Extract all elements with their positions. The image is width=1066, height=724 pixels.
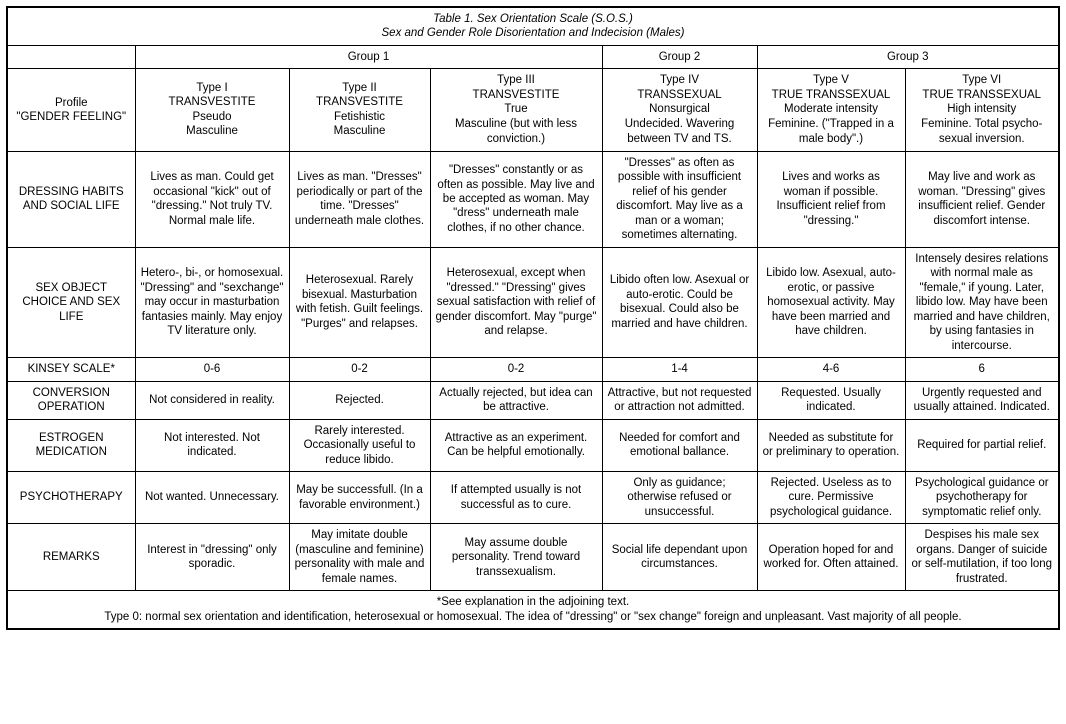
cell-estrogen-2: Rarely interested. Occasionally useful to reduce libido.	[289, 419, 430, 471]
type-detail-2: Masculine	[333, 125, 386, 138]
type-detail-6: Feminine. Total psycho-sexual inversion.	[921, 117, 1043, 145]
cell-psychotherapy-5: Rejected. Useless as to cure. Permissive psychological guidance.	[757, 471, 905, 523]
group-header-spacer	[7, 45, 135, 68]
type-detail-1: Masculine	[186, 125, 238, 138]
cell-conversion-6: Urgently requested and usually attained. Indicated.	[905, 381, 1059, 419]
row-label-remarks: REMARKS	[7, 524, 135, 591]
cell-remarks-3: May assume double personality. Trend toward transsexualism.	[430, 524, 602, 591]
cell-conversion-1: Not considered in reality.	[135, 381, 289, 419]
profile-row-label	[7, 69, 135, 151]
cell-remarks-5: Operation hoped for and worked for. Often attained.	[757, 524, 905, 591]
type-name-5: Type V	[813, 74, 849, 87]
type-qualifier-1: Pseudo	[192, 110, 232, 123]
sos-table	[6, 6, 1060, 630]
group-header-2: Group 2	[602, 45, 757, 68]
row-label-conversion-operation: CONVERSION OPERATION	[7, 381, 135, 419]
cell-dressing-5: Lives and works as woman if possible. Insufficient relief from "dressing."	[757, 151, 905, 247]
type-category-2: TRANSVESTITE	[316, 96, 403, 109]
type-name-1: Type I	[196, 81, 228, 94]
table-row	[7, 381, 1059, 419]
type-column-1	[135, 69, 289, 151]
cell-conversion-5: Requested. Usually indicated.	[757, 381, 905, 419]
cell-dressing-1: Lives as man. Could get occasional "kick" out of "dressing." Not truly TV. Normal male life.	[135, 151, 289, 247]
type-name-6: Type VI	[962, 74, 1002, 87]
profile-label-line1: Profile	[54, 96, 88, 109]
type-column-6	[905, 69, 1059, 151]
cell-sexlife-3: Heterosexual, except when "dressed." "Dressing" gives sexual satisfaction with relief of gender discomfort. May "purge" and relapse.	[430, 247, 602, 357]
cell-psychotherapy-4: Only as guidance; otherwise refused or unsuccessful.	[602, 471, 757, 523]
type-name-4: Type IV	[660, 74, 699, 87]
type-qualifier-4: Nonsurgical	[649, 103, 710, 116]
cell-kinsey-4: 1-4	[602, 358, 757, 381]
type-detail-4: Undecided. Wavering between TV and TS.	[624, 117, 735, 145]
cell-dressing-3: "Dresses" constantly or as often as possible. May live and be accepted as woman. May "dress" underneath male clothes, if no other chance.	[430, 151, 602, 247]
footnote-row	[7, 591, 1059, 629]
cell-kinsey-1: 0-6	[135, 358, 289, 381]
type-detail-5: Feminine. ("Trapped in a male body".)	[768, 117, 894, 145]
row-label-psychotherapy: PSYCHOTHERAPY	[7, 471, 135, 523]
cell-sexlife-6: Intensely desires relations with normal male as "female," if young. Later, libido low. May have been married and have children, by using fantasies in intercourse.	[905, 247, 1059, 357]
cell-remarks-1: Interest in "dressing" only sporadic.	[135, 524, 289, 591]
cell-sexlife-5: Libido low. Asexual, auto-erotic, or passive homosexual activity. May have been married and have children.	[757, 247, 905, 357]
type-name-2: Type II	[342, 81, 377, 94]
profile-row	[7, 69, 1059, 151]
type-category-4: TRANSSEXUAL	[637, 88, 722, 101]
cell-dressing-2: Lives as man. "Dresses" periodically or part of the time. "Dresses" underneath male clothes.	[289, 151, 430, 247]
cell-conversion-2: Rejected.	[289, 381, 430, 419]
table-row	[7, 247, 1059, 357]
cell-estrogen-3: Attractive as an experiment. Can be helpful emotionally.	[430, 419, 602, 471]
cell-conversion-3: Actually rejected, but idea can be attractive.	[430, 381, 602, 419]
group-header-row	[7, 45, 1059, 68]
cell-estrogen-1: Not interested. Not indicated.	[135, 419, 289, 471]
cell-remarks-6: Despises his male sex organs. Danger of suicide or self-mutilation, if too long frustrated.	[905, 524, 1059, 591]
type-column-4	[602, 69, 757, 151]
type-category-1: TRANSVESTITE	[168, 96, 256, 109]
table-title-row	[7, 7, 1059, 45]
type-qualifier-2: Fetishistic	[333, 110, 386, 123]
table-row	[7, 151, 1059, 247]
cell-sexlife-2: Heterosexual. Rarely bisexual. Masturbation with fetish. Guilt feelings. "Purges" and relapses.	[289, 247, 430, 357]
cell-psychotherapy-2: May be successfull. (In a favorable environment.)	[289, 471, 430, 523]
group-header-3: Group 3	[757, 45, 1059, 68]
type-qualifier-6: High intensity	[947, 103, 1017, 116]
cell-kinsey-2: 0-2	[289, 358, 430, 381]
table-title	[7, 7, 1059, 45]
type-category-5: TRUE TRANSSEXUAL	[771, 88, 891, 101]
footnotes	[7, 591, 1059, 629]
cell-sexlife-1: Hetero-, bi-, or homosexual. "Dressing" and "sexchange" may occur in masturbation fantasies mainly. May enjoy TV literature only.	[135, 247, 289, 357]
type-name-3: Type III	[497, 74, 535, 87]
footnote-line-2: Type 0: normal sex orientation and identification, heterosexual or homosexual. The idea of "dressing" or "sex change" foreign and unpleasant. Vast majority of all people.	[104, 610, 962, 623]
type-qualifier-5: Moderate intensity	[784, 103, 878, 116]
cell-kinsey-5: 4-6	[757, 358, 905, 381]
type-column-3	[430, 69, 602, 151]
type-category-6: TRUE TRANSSEXUAL	[922, 88, 1042, 101]
cell-psychotherapy-6: Psychological guidance or psychotherapy for symptomatic relief only.	[905, 471, 1059, 523]
cell-psychotherapy-1: Not wanted. Unnecessary.	[135, 471, 289, 523]
table-row	[7, 471, 1059, 523]
cell-kinsey-6: 6	[905, 358, 1059, 381]
cell-remarks-2: May imitate double (masculine and feminine) personality with male and female names.	[289, 524, 430, 591]
footnote-line-1: *See explanation in the adjoining text.	[436, 596, 630, 609]
cell-remarks-4: Social life dependant upon circumstances.	[602, 524, 757, 591]
type-qualifier-3: True	[504, 103, 528, 116]
group-header-1: Group 1	[135, 45, 602, 68]
row-label-dressing-habits: DRESSING HABITS AND SOCIAL LIFE	[7, 151, 135, 247]
row-label-sex-object-choice: SEX OBJECT CHOICE AND SEX LIFE	[7, 247, 135, 357]
cell-estrogen-6: Required for partial relief.	[905, 419, 1059, 471]
cell-dressing-4: "Dresses" as often as possible with insufficient relief of his gender discomfort. May live as a man or a woman; sometimes alternating.	[602, 151, 757, 247]
cell-psychotherapy-3: If attempted usually is not successful as to cure.	[430, 471, 602, 523]
type-detail-3: Masculine (but with less conviction.)	[454, 117, 578, 145]
row-label-kinsey-scale: KINSEY SCALE*	[7, 358, 135, 381]
cell-conversion-4: Attractive, but not requested or attraction not admitted.	[602, 381, 757, 419]
cell-dressing-6: May live and work as woman. "Dressing" gives insufficient relief. Gender discomfort intense.	[905, 151, 1059, 247]
type-category-3: TRANSVESTITE	[472, 88, 560, 101]
table-title-line2: Sex and Gender Role Disorientation and Indecision (Males)	[381, 27, 685, 40]
row-label-estrogen-medication: ESTROGEN MEDICATION	[7, 419, 135, 471]
table-row	[7, 419, 1059, 471]
type-column-2	[289, 69, 430, 151]
profile-label-line2: "GENDER FEELING"	[16, 111, 127, 124]
table-row	[7, 524, 1059, 591]
cell-sexlife-4: Libido often low. Asexual or auto-erotic. Could be bisexual. Could also be married and have children.	[602, 247, 757, 357]
cell-estrogen-5: Needed as substitute for or preliminary to operation.	[757, 419, 905, 471]
table-title-line1: Table 1. Sex Orientation Scale (S.O.S.)	[433, 13, 633, 25]
table-row	[7, 358, 1059, 381]
cell-estrogen-4: Needed for comfort and emotional ballance.	[602, 419, 757, 471]
type-column-5	[757, 69, 905, 151]
cell-kinsey-3: 0-2	[430, 358, 602, 381]
